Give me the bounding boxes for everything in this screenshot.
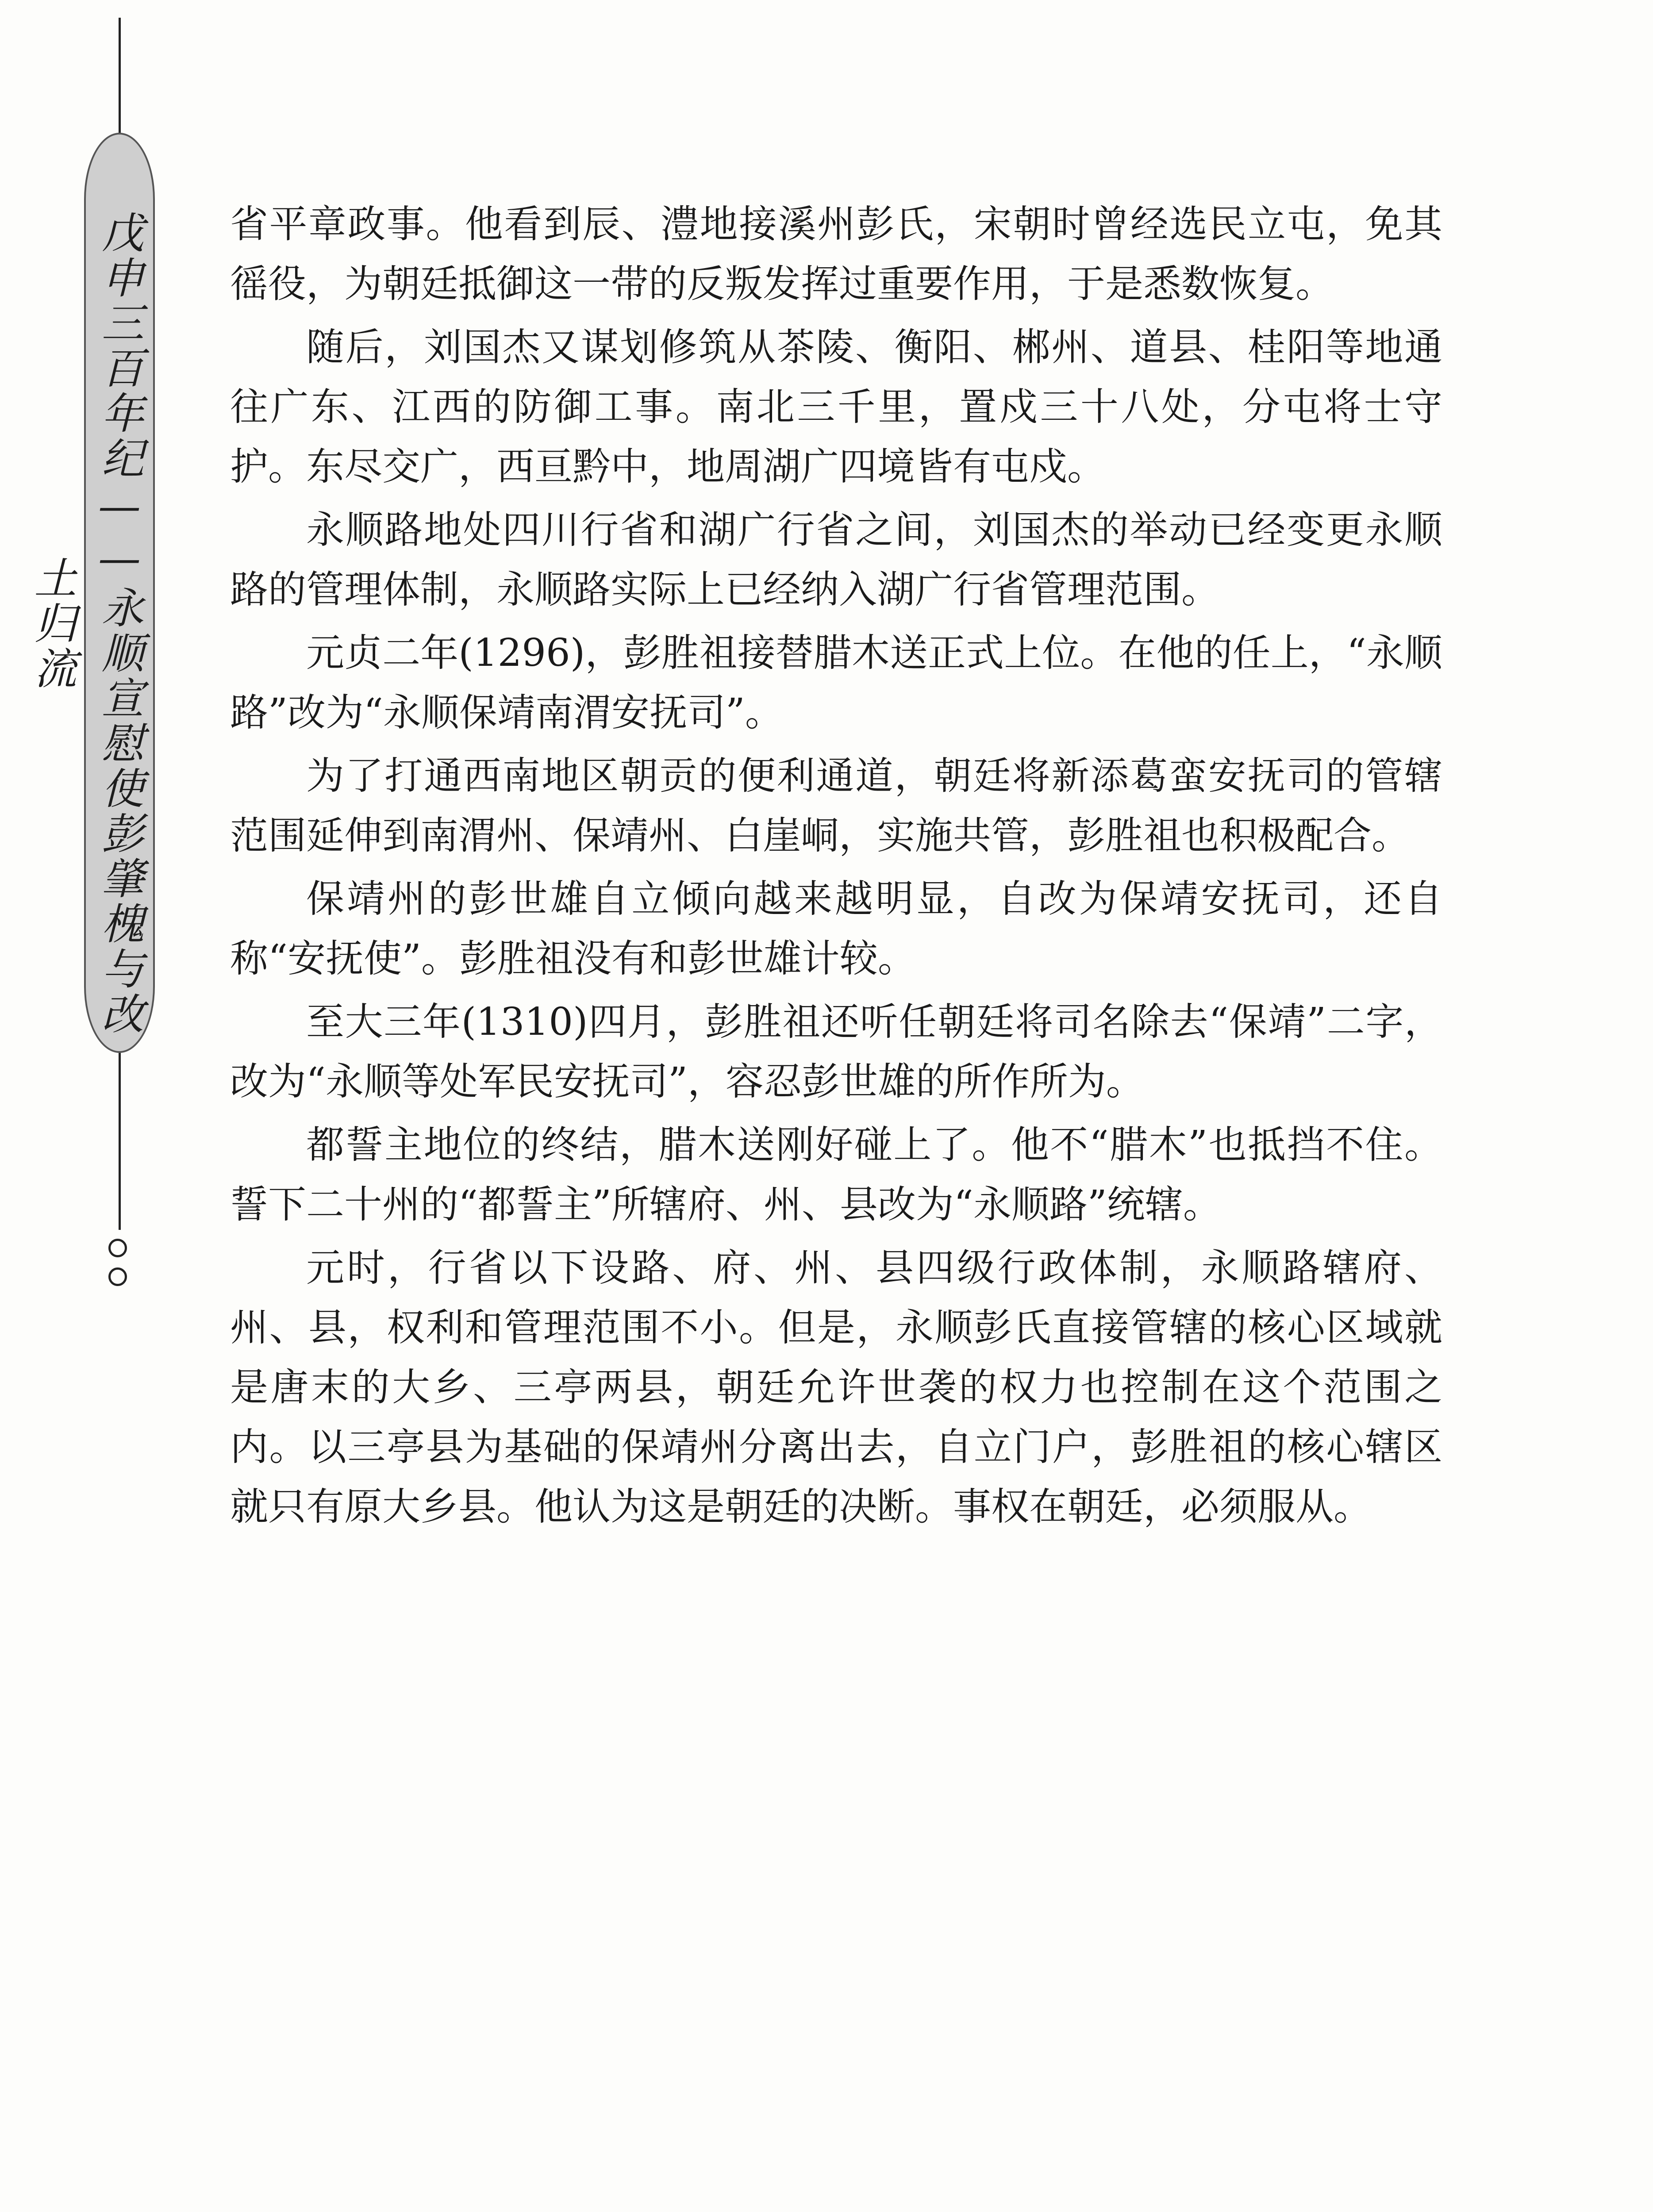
sidebar-banner — [27, 133, 155, 1053]
paragraph: 保靖州的彭世雄自立倾向越来越明显，自改为保靖安抚司，还自称“安抚使”。彭胜祖没有和彭世雄计较。 — [230, 877, 1442, 981]
sidebar-bottom-rule — [119, 1053, 121, 1230]
paragraph: 元时，行省以下设路、府、州、县四级行政体制，永顺路辖府、州、县，权利和管理范围不小。但是，永顺彭氏直接管辖的核心区域就是唐末的大乡、三亭两县，朝廷允许世袭的权力也控制在这个范围之内。以三亭县为基础的保靖州分离出去，自立门户，彭胜祖的核心辖区就只有原大乡县。他认为这是朝廷的决断。事权在朝廷，必须服从。 — [230, 1246, 1442, 1529]
book-title: 戊申三百年纪——永顺宣慰使彭肇槐与改土归流 — [27, 211, 144, 1037]
sidebar-circle-ornament — [108, 1239, 127, 1257]
paragraph: 省平章政事。他看到辰、澧地接溪州彭氏，宋朝时曾经选民立屯，免其徭役，为朝廷抵御这一带的反叛发挥过重要作用，于是悉数恢复。 — [230, 202, 1442, 306]
sidebar-circle-ornament — [108, 1267, 127, 1286]
paragraph: 随后，刘国杰又谋划修筑从茶陵、衡阳、郴州、道县、桂阳等地通往广东、江西的防御工事。南北三千里，置戍三十八处，分屯将士守护。东尽交广，西亘黔中，地周湖广四境皆有屯戍。 — [230, 325, 1442, 489]
sidebar-top-rule — [119, 18, 121, 133]
paragraph: 永顺路地处四川行省和湖广行省之间，刘国杰的举动已经变更永顺路的管理体制，永顺路实际上已经纳入湖广行省管理范围。 — [230, 508, 1442, 612]
paragraph: 元贞二年(1296)，彭胜祖接替腊木送正式上位。在他的任上，“永顺路”改为“永顺保靖南渭安抚司”。 — [230, 631, 1442, 735]
paragraph: 至大三年(1310)四月，彭胜祖还听任朝廷将司名除去“保靖”二字，改为“永顺等处军民安抚司”，容忍彭世雄的所作所为。 — [230, 1000, 1442, 1104]
paragraph: 为了打通西南地区朝贡的便利通道，朝廷将新添葛蛮安抚司的管辖范围延伸到南渭州、保靖州、白崖峒，实施共管，彭胜祖也积极配合。 — [230, 754, 1442, 858]
body-text — [230, 195, 1442, 1540]
paragraph: 都誓主地位的终结，腊木送刚好碰上了。他不“腊木”也抵挡不住。誓下二十州的“都誓主”所辖府、州、县改为“永顺路”统辖。 — [230, 1123, 1442, 1227]
